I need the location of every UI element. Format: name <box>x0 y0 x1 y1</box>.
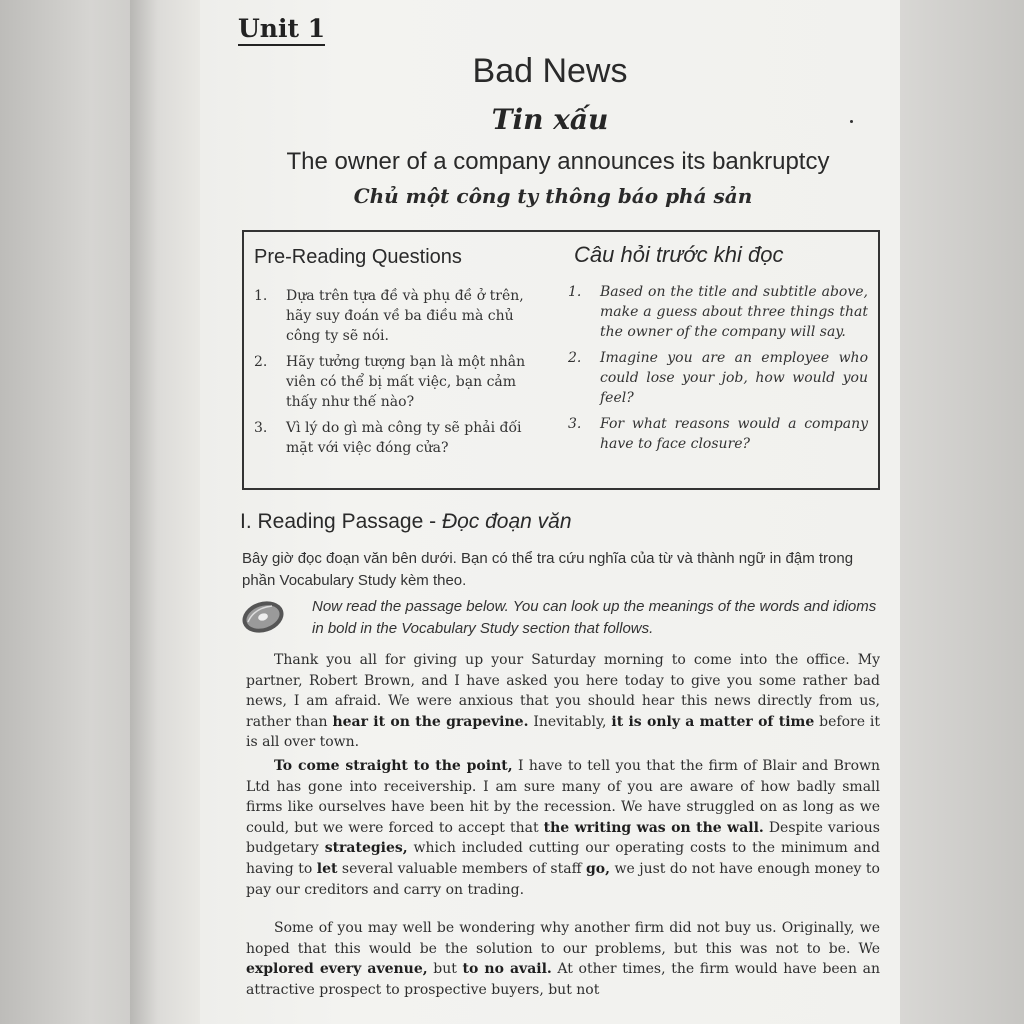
question-number: 3. <box>568 416 582 432</box>
vocab-term: strategies, <box>324 840 408 857</box>
question-text: Dựa trên tựa đề và phụ đề ở trên, hãy suy đoán về ba điều mà chủ công ty sẽ nói. <box>286 288 524 344</box>
vocab-term: hear it on the grapevine. <box>332 713 529 730</box>
page-subtitle: The owner of a company announces its bankruptcy <box>286 148 830 175</box>
list-item <box>568 414 868 454</box>
list-item <box>254 352 544 412</box>
section-heading-english: I. Reading Passage - <box>240 510 442 533</box>
passage-paragraph <box>246 756 880 900</box>
page-subtitle-vietnamese: Chủ một công ty thông báo phá sản <box>353 184 753 208</box>
question-text: Imagine you are an employee who could lose your job, how would you feel? <box>600 350 868 406</box>
question-text: Based on the title and subtitle above, make a guess about three things that the owner of the company will say. <box>600 284 868 340</box>
book-page <box>200 0 900 1024</box>
instructions-english: Now read the passage below. You can look up the meanings of the words and idioms in bold in the Vocabulary Study section that follows. <box>312 598 877 637</box>
prereading-box <box>242 230 880 490</box>
list-item <box>568 282 868 342</box>
passage-text: before it is all over town. <box>246 713 880 751</box>
vocab-term: go, <box>586 860 611 877</box>
passage-text: At other times, the firm would have been an attractive prospect to prospective buyers, but not <box>246 961 880 998</box>
questions-english <box>568 282 868 460</box>
question-number: 1. <box>254 288 268 304</box>
vocab-term: the writing was on the wall. <box>543 819 764 836</box>
passage-paragraph <box>246 650 880 753</box>
background-surface <box>900 0 1024 1024</box>
question-text: Vì lý do gì mà công ty sẽ phải đối mặt với việc đóng cửa? <box>286 420 522 456</box>
prereading-heading: Pre-Reading Questions <box>254 246 462 268</box>
adjacent-page <box>0 0 130 1024</box>
page-title: Bad News <box>472 52 628 90</box>
question-text: Hãy tưởng tượng bạn là một nhân viên có thể bị mất việc, bạn cảm thấy như thế nào? <box>286 354 526 410</box>
vocab-term: it is only a matter of time <box>611 713 815 730</box>
audio-cd-icon <box>240 600 286 634</box>
passage-text: but <box>427 961 463 978</box>
vocab-term: let <box>316 860 338 877</box>
question-number: 1. <box>568 284 582 300</box>
passage-text: I have to tell you that the firm of Blair and Brown Ltd has gone into receivership. I am sure many of you are aware of how badly small firms like ourselves have been hit by the recession. We have struggled on as long as we could, but we were forced to accept that <box>246 758 880 836</box>
passage-text: Despite various budgetary <box>246 819 880 857</box>
unit-label: Unit 1 <box>238 14 325 46</box>
section-heading <box>240 510 572 534</box>
section-heading-vietnamese: Đọc đoạn văn <box>441 510 572 533</box>
book-gutter <box>130 0 200 1024</box>
question-text: For what reasons would a company have to face closure? <box>600 416 868 452</box>
page-title-vietnamese: Tin xấu <box>491 103 609 136</box>
vocab-term: To come straight to the point, <box>274 758 513 774</box>
passage-text: Thank you all for giving up your Saturday morning to come into the office. My partner, Robert Brown, and I have asked you here today to give you some rather bad news, I am afraid. We were anxious that you should hear this news directly from us, rather than <box>246 652 880 730</box>
questions-vietnamese <box>254 286 544 464</box>
vocab-term: to no avail. <box>462 961 552 978</box>
question-number: 3. <box>254 420 268 436</box>
prereading-heading-vietnamese: Câu hỏi trước khi đọc <box>574 242 784 267</box>
print-speck <box>850 120 853 123</box>
passage-text: we just do not have enough money to pay our creditors and carry on trading. <box>246 860 880 898</box>
passage-text: which included cutting our operating costs to the minimum and having to <box>246 840 881 877</box>
question-number: 2. <box>254 354 268 370</box>
list-item <box>254 286 544 346</box>
instructions-vietnamese: Bây giờ đọc đoạn văn bên dưới. Bạn có thể tra cứu nghĩa của từ và thành ngữ in đậm trong phần Vocabulary Study kèm theo. <box>242 550 854 589</box>
passage-text: several valuable members of staff <box>337 860 586 877</box>
passage-paragraph <box>246 918 880 1000</box>
vocab-term: explored every avenue, <box>246 961 428 978</box>
passage-text: Some of you may well be wondering why another firm did not buy us. Originally, we hoped that this would be the solution to our problems, but this was not to be. We <box>246 920 880 957</box>
passage-text: Inevitably, <box>528 713 612 730</box>
list-item <box>254 418 544 458</box>
list-item <box>568 348 868 408</box>
question-number: 2. <box>568 350 582 366</box>
